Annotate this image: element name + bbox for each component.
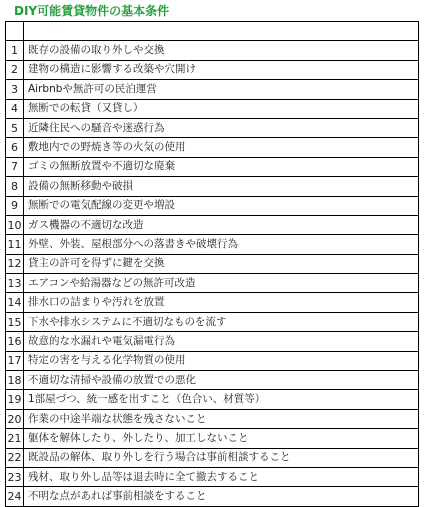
table-row [6, 254, 419, 273]
table-row [6, 312, 419, 331]
row-number: 18 [6, 371, 24, 390]
row-text: 既存の設備の取り外しや交換 [24, 41, 419, 60]
table-row [6, 448, 419, 467]
row-number: 6 [6, 138, 24, 157]
row-text: 既設品の解体、取り外しを行う場合は事前相談すること [24, 448, 419, 467]
row-number: 7 [6, 157, 24, 176]
table-row [6, 351, 419, 370]
row-text: 残材、取り外し品等は退去時に全て撤去すること [24, 467, 419, 486]
table-row [6, 80, 419, 99]
row-text: 躯体を解体したり、外したり、加工しないこと [24, 429, 419, 448]
table-row [6, 177, 419, 196]
row-number: 20 [6, 409, 24, 428]
row-text: ガス機器の不適切な改造 [24, 215, 419, 234]
row-number: 12 [6, 254, 24, 273]
row-text: 建物の構造に影響する改築や穴開け [24, 60, 419, 79]
row-number: 8 [6, 177, 24, 196]
row-number: 24 [6, 487, 24, 506]
row-text: 不明な点があれば事前相談をすること [24, 487, 419, 506]
row-text: ゴミの無断放置や不適切な廃棄 [24, 157, 419, 176]
table-row [6, 196, 419, 215]
row-number: 9 [6, 196, 24, 215]
row-number: 23 [6, 467, 24, 486]
table-row [6, 467, 419, 486]
table-row [6, 274, 419, 293]
row-text: 作業の中途半端な状態を残さないこと [24, 409, 419, 428]
row-text [24, 22, 419, 41]
row-number: 11 [6, 235, 24, 254]
document-title: DIY可能賃貸物件の基本条件 [14, 4, 170, 18]
table-row [6, 118, 419, 137]
row-number: 17 [6, 351, 24, 370]
row-number: 1 [6, 41, 24, 60]
row-text: Airbnbや無許可の民泊運営 [24, 80, 419, 99]
row-number: 13 [6, 274, 24, 293]
row-text: 1部屋づつ、統一感を出すこと（色合い、材質等） [24, 390, 419, 409]
row-number [6, 22, 24, 41]
table-row [6, 487, 419, 506]
row-text: 設備の無断移動や破損 [24, 177, 419, 196]
row-number: 2 [6, 60, 24, 79]
row-text: 不適切な清掃や設備の放置での悪化 [24, 371, 419, 390]
row-text: 特定の害を与える化学物質の使用 [24, 351, 419, 370]
rules-table-body [6, 22, 419, 507]
table-row [6, 409, 419, 428]
row-text: エアコンや給湯器などの無許可改造 [24, 274, 419, 293]
row-number: 19 [6, 390, 24, 409]
row-text: 外壁、外装、屋根部分への落書きや破壊行為 [24, 235, 419, 254]
row-text: 近隣住民への騒音や迷惑行為 [24, 118, 419, 137]
row-number: 14 [6, 293, 24, 312]
table-row [6, 60, 419, 79]
table-row [6, 235, 419, 254]
row-text: 貸主の許可を得ずに鍵を交換 [24, 254, 419, 273]
row-number: 4 [6, 99, 24, 118]
table-row [6, 157, 419, 176]
row-number: 15 [6, 312, 24, 331]
table-row [6, 429, 419, 448]
row-text: 排水口の詰まりや汚れを放置 [24, 293, 419, 312]
row-number: 21 [6, 429, 24, 448]
row-text: 故意的な水漏れや電気漏電行為 [24, 332, 419, 351]
table-row [6, 371, 419, 390]
row-text: 無断での転貸（又貸し） [24, 99, 419, 118]
table-row [6, 332, 419, 351]
table-row [6, 390, 419, 409]
row-text: 敷地内での野焼き等の火気の使用 [24, 138, 419, 157]
table-header-row [6, 22, 419, 41]
row-text: 下水や排水システムに不適切なものを流す [24, 312, 419, 331]
row-text: 無断での電気配線の変更や増設 [24, 196, 419, 215]
table-row [6, 215, 419, 234]
row-number: 22 [6, 448, 24, 467]
row-number: 10 [6, 215, 24, 234]
row-number: 5 [6, 118, 24, 137]
row-number: 3 [6, 80, 24, 99]
table-row [6, 99, 419, 118]
table-row [6, 138, 419, 157]
table-row [6, 293, 419, 312]
rules-table [5, 21, 419, 507]
table-row [6, 41, 419, 60]
row-number: 16 [6, 332, 24, 351]
